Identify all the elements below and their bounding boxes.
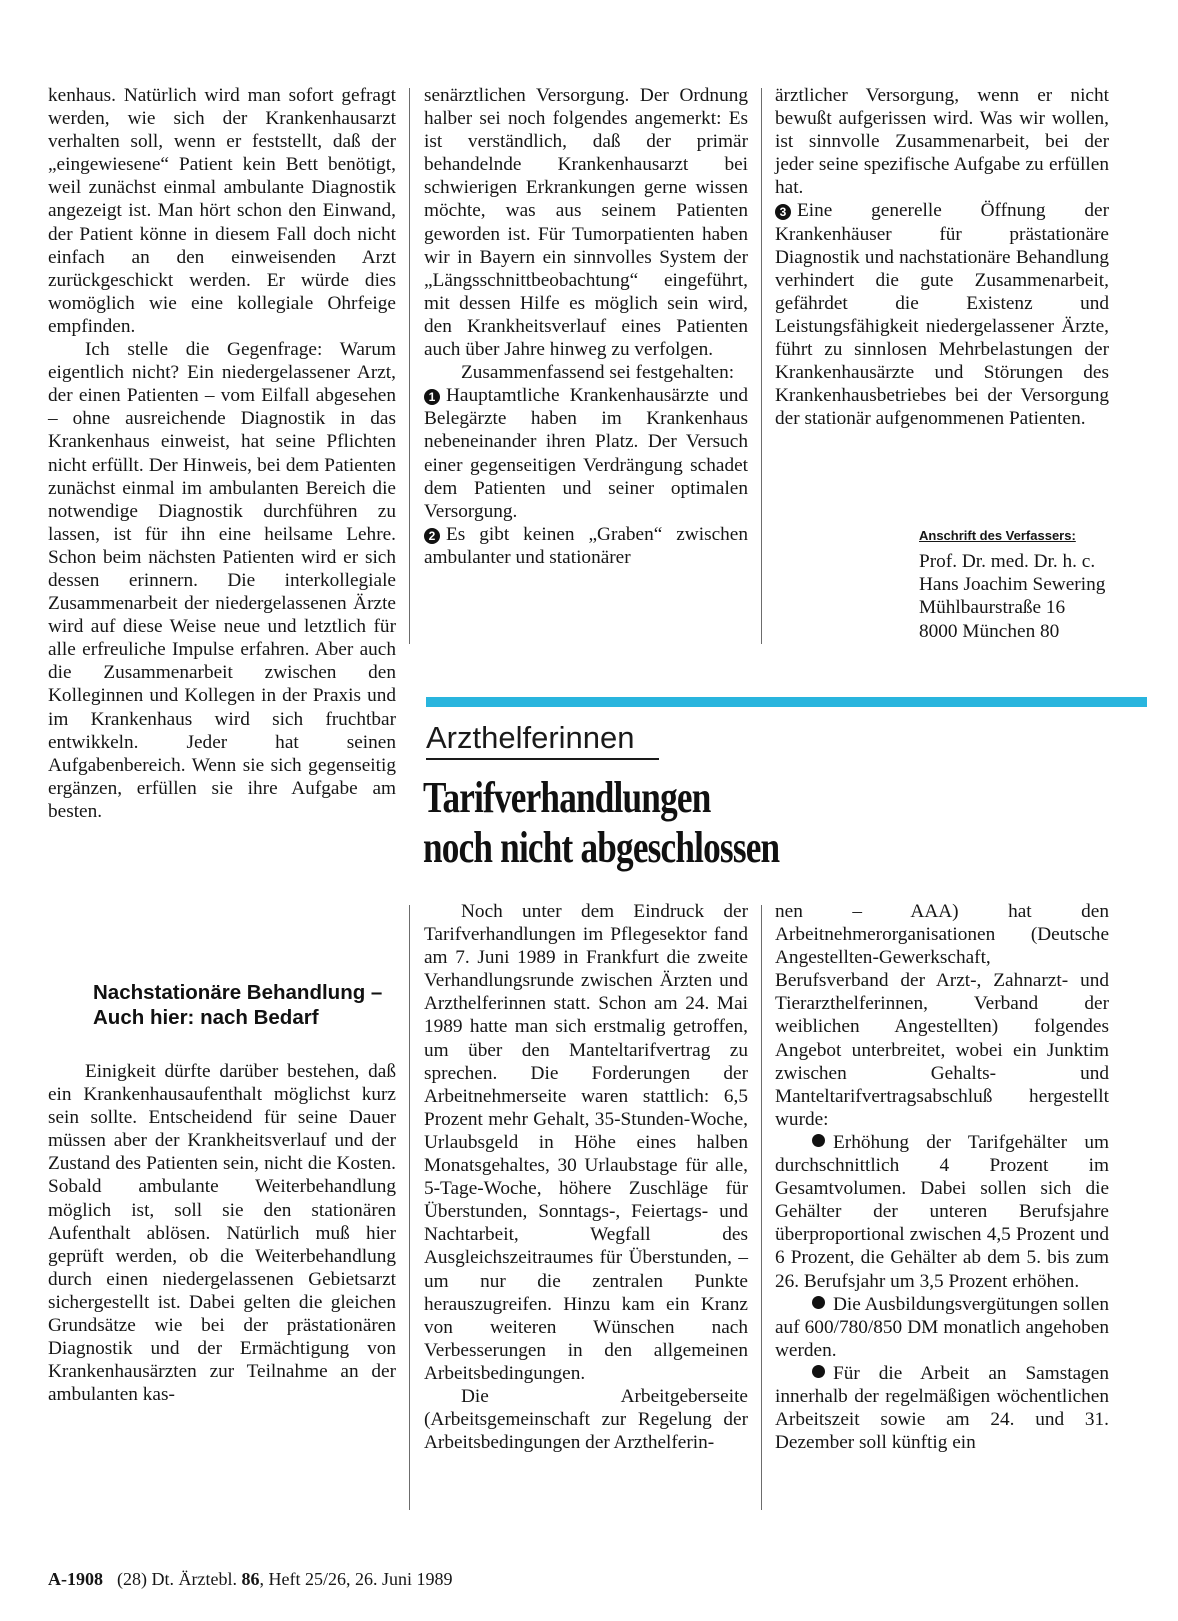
column-3-bottom — [775, 900, 1109, 1454]
bullet-icon — [812, 1296, 825, 1309]
item-text: Es gibt keinen „Graben“ zwischen ambulanter und stationärer — [424, 523, 748, 568]
headline-line: Tarifverhandlungen — [423, 773, 711, 822]
bullet-icon — [812, 1365, 825, 1378]
numbered-item — [424, 523, 748, 569]
journal-name: (28) Dt. Ärztebl. — [117, 1569, 237, 1589]
bullet-item — [775, 1362, 1109, 1454]
bullet-item — [775, 1131, 1109, 1293]
paragraph: Die Arbeitgeberseite (Arbeitsgemeinschaft zur Regelung der Arbeitsbedingungen der Arzthelferin- — [424, 1385, 748, 1454]
author-address — [919, 527, 1149, 643]
column-2-bottom — [424, 900, 748, 1454]
address-line: Prof. Dr. med. Dr. h. c. — [919, 551, 1096, 572]
kicker-underline — [426, 758, 659, 760]
paragraph: kenhaus. Natürlich wird man sofort gefragt werden, wie sich der Krankenhausarzt verhalten soll, wenn er feststellt, daß der „eingewiesene“ Patient kein Bett benötigt, weil zunächst einmal ambulante Diagnostik angezeigt ist. Man hört schon den Einwand, der Patient könne in diesem Fall doch nicht einfach an den einweisenden Arzt zurückgeschickt werden. Er würde dies womöglich wie eine kollegiale Ohrfeige empfinden. — [48, 85, 396, 337]
item-text: Hauptamtliche Krankenhausärzte und Belegärzte haben im Krankenhaus nebeneinander ihren Platz. Der Versuch einer gegenseitigen Verdrängung schadet dem Patienten und seiner optimalen Versorgung. — [424, 385, 748, 522]
number-badge: 2 — [424, 528, 440, 544]
column-1-bottom — [48, 1060, 396, 1406]
item-text: Für die Arbeit an Samstagen innerhalb der regelmäßigen wöchentlichen Arbeitszeit sowie am 24. und 31. Dezember soll künftig ein — [775, 1362, 1109, 1454]
page-footer — [48, 1568, 452, 1590]
article-kicker: Arzthelferinnen — [426, 720, 635, 755]
paragraph: Zusammenfassend sei festgehalten: — [461, 362, 735, 384]
address-label: Anschrift des Verfassers: — [919, 528, 1076, 543]
accent-bar — [426, 697, 1147, 707]
item-text: Die Ausbildungsvergütungen sollen auf 600/780/850 DM monatlich angehoben werden. — [775, 1293, 1109, 1361]
number-badge: 1 — [424, 389, 440, 405]
bullet-icon — [812, 1134, 825, 1147]
paragraph: Einigkeit dürfte darüber bestehen, daß ein Krankenhausaufenthalt möglichst kurz sein sollte. Entscheidend für seine Dauer müssen aber der Krankheitsverlauf und der Zustand des Patienten sein, nicht die Kosten. Sobald ambulante Weiterbehandlung möglich ist, soll sie den stationären Aufenthalt ablösen. Natürlich muß hier geprüft werden, ob die Weiterbehandlung durch einen niedergelassenen Gebietsarzt sichergestellt ist. Dabei gelten die gleichen Grundsätze wie bei der prästationären Diagnostik und der Ermächtigung von Krankenhausärzten zur Teilnahme an der ambulanten kas- — [48, 1061, 396, 1406]
address-line: Hans Joachim Sewering — [919, 574, 1106, 596]
volume-number: 86 — [241, 1569, 260, 1589]
address-line: Mühlbaurstraße 16 — [919, 597, 1066, 619]
paragraph: Ich stelle die Gegenfrage: Warum eigentlich nicht? Ein niedergelassener Arzt, der einen Patienten – vom Eilfall abgesehen – ohne ausreichende Diagnostik in das Krankenhaus einweist, hat seine Pflichten nicht erfüllt. Der Hinweis, bei dem Patienten zunächst einmal im ambulanten Bereich die notwendige Diagnostik durchführen zu lassen, ist für ihn eine heilsame Lehre. Schon beim nächsten Patienten wird er sich dessen erinnern. Die interkollegiale Zusammenarbeit der niedergelassenen Ärzte wird auf diese Weise neue und letztlich für alle erfreuliche Impulse erfahren. Aber auch die Zusammenarbeit zwischen den Kolleginnen und Kollegen in der Praxis und im Krankenhaus wird sich fruchtbar entwikkeln. Jeder hat seinen Aufgabenbereich. Wenn sie sich gegenseitig ergänzen, erfüllen sie ihre Aufgabe am besten. — [48, 339, 396, 822]
column-rule — [761, 88, 762, 644]
address-line: 8000 München 80 — [919, 620, 1060, 642]
column-rule — [409, 905, 410, 1510]
item-text: Erhöhung der Tarifgehälter um durchschnittlich 4 Prozent im Gesamtvolumen. Dabei sollen sich die Gehälter der unteren Berufsjahre überproportional zwischen 4,5 Prozent und 6 Prozent, die Gehälter ab dem 5. bis zum 26. Berufsjahr um 3,5 Prozent erhöhen. — [775, 1131, 1109, 1292]
paragraph: ärztlicher Versorgung, wenn er nicht bewußt aufgerissen wird. Was wir wollen, ist sinnvolle Zusammenarbeit, bei der jeder seine spezifische Aufgabe zu erfüllen hat. — [775, 85, 1109, 199]
article-headline — [423, 773, 779, 873]
number-badge: 3 — [775, 204, 791, 220]
paragraph: nen – AAA) hat den Arbeitnehmerorganisationen (Deutsche Angestellten-Gewerkschaft, Berufsverband der Arzt-, Zahnarzt- und Tierarzthelferinnen, Verband der weiblichen Angestellten) folgendes Angebot unterbreitet, wobei ein Junktim zwischen Gehalts- und Manteltarifvertragsabschluß hergestellt wurde: — [775, 901, 1109, 1130]
headline-line: noch nicht abgeschlossen — [423, 823, 780, 872]
column-3-top — [775, 84, 1109, 430]
page-number: A-1908 — [48, 1569, 103, 1589]
item-text: Eine generelle Öffnung der Krankenhäuser für prästationäre Diagnostik und nachstationäre Behandlung verhindert die gute Zusammenarbeit, gefährdet die Existenz und Leistungsfähigkeit niedergelassener Ärzte, führt zu sinnlosen Mehrbelastungen der Krankenhausärzte und Störungen des Krankenhausbetriebes bei der Versorgung der stationär aufgenommenen Patienten. — [775, 200, 1109, 430]
numbered-item — [424, 384, 748, 523]
column-1-top — [48, 84, 396, 823]
subheading: Nachstationäre Behandlung – Auch hier: nach Bedarf — [93, 981, 383, 1029]
issue-date: , Heft 25/26, 26. Juni 1989 — [259, 1569, 453, 1589]
bullet-item — [775, 1293, 1109, 1362]
paragraph: Noch unter dem Eindruck der Tarifverhandlungen im Pflegesektor fand am 7. Juni 1989 in Frankfurt die zweite Verhandlungsrunde zwischen Ärzten und Arzthelferinnen statt. Schon am 24. Mai 1989 hatte man sich erstmalig getroffen, um über den Manteltarifvertrag zu sprechen. Die Forderungen der Arbeitnehmerseite waren stattlich: 6,5 Prozent mehr Gehalt, 35-Stunden-Woche, Urlaubsgeld in Höhe eines halben Monatsgehaltes, 30 Urlaubstage für alle, 5-Tage-Woche, höhere Zuschläge für Überstunden, Sonntags-, Feiertags- und Nachtarbeit, Wegfall des Ausgleichszeitraumes für Überstunden, – um nur die zentralen Punkte herauszugreifen. Hinzu kam ein Kranz von weiteren Wünschen nach Verbesserungen in den allgemeinen Arbeitsbedingungen. — [424, 901, 748, 1384]
column-rule — [409, 88, 410, 644]
paragraph: senärztlichen Versorgung. Der Ordnung halber sei noch folgendes angemerkt: Es ist verständlich, daß der primär behandelnde Krankenhausarzt bei schwierigen Erkrankungen gerne wissen möchte, was aus seinem Patienten geworden ist. Für Tumorpatienten haben wir in Bayern ein sinnvolles System der „Längsschnittbeobachtung“ eingeführt, mit dessen Hilfe es möglich sein wird, den Krankheitsverlauf eines Patienten auch über Jahre hinweg zu verfolgen. — [424, 85, 748, 361]
column-2-top — [424, 84, 748, 569]
column-rule — [761, 905, 762, 1510]
numbered-item — [775, 199, 1109, 430]
